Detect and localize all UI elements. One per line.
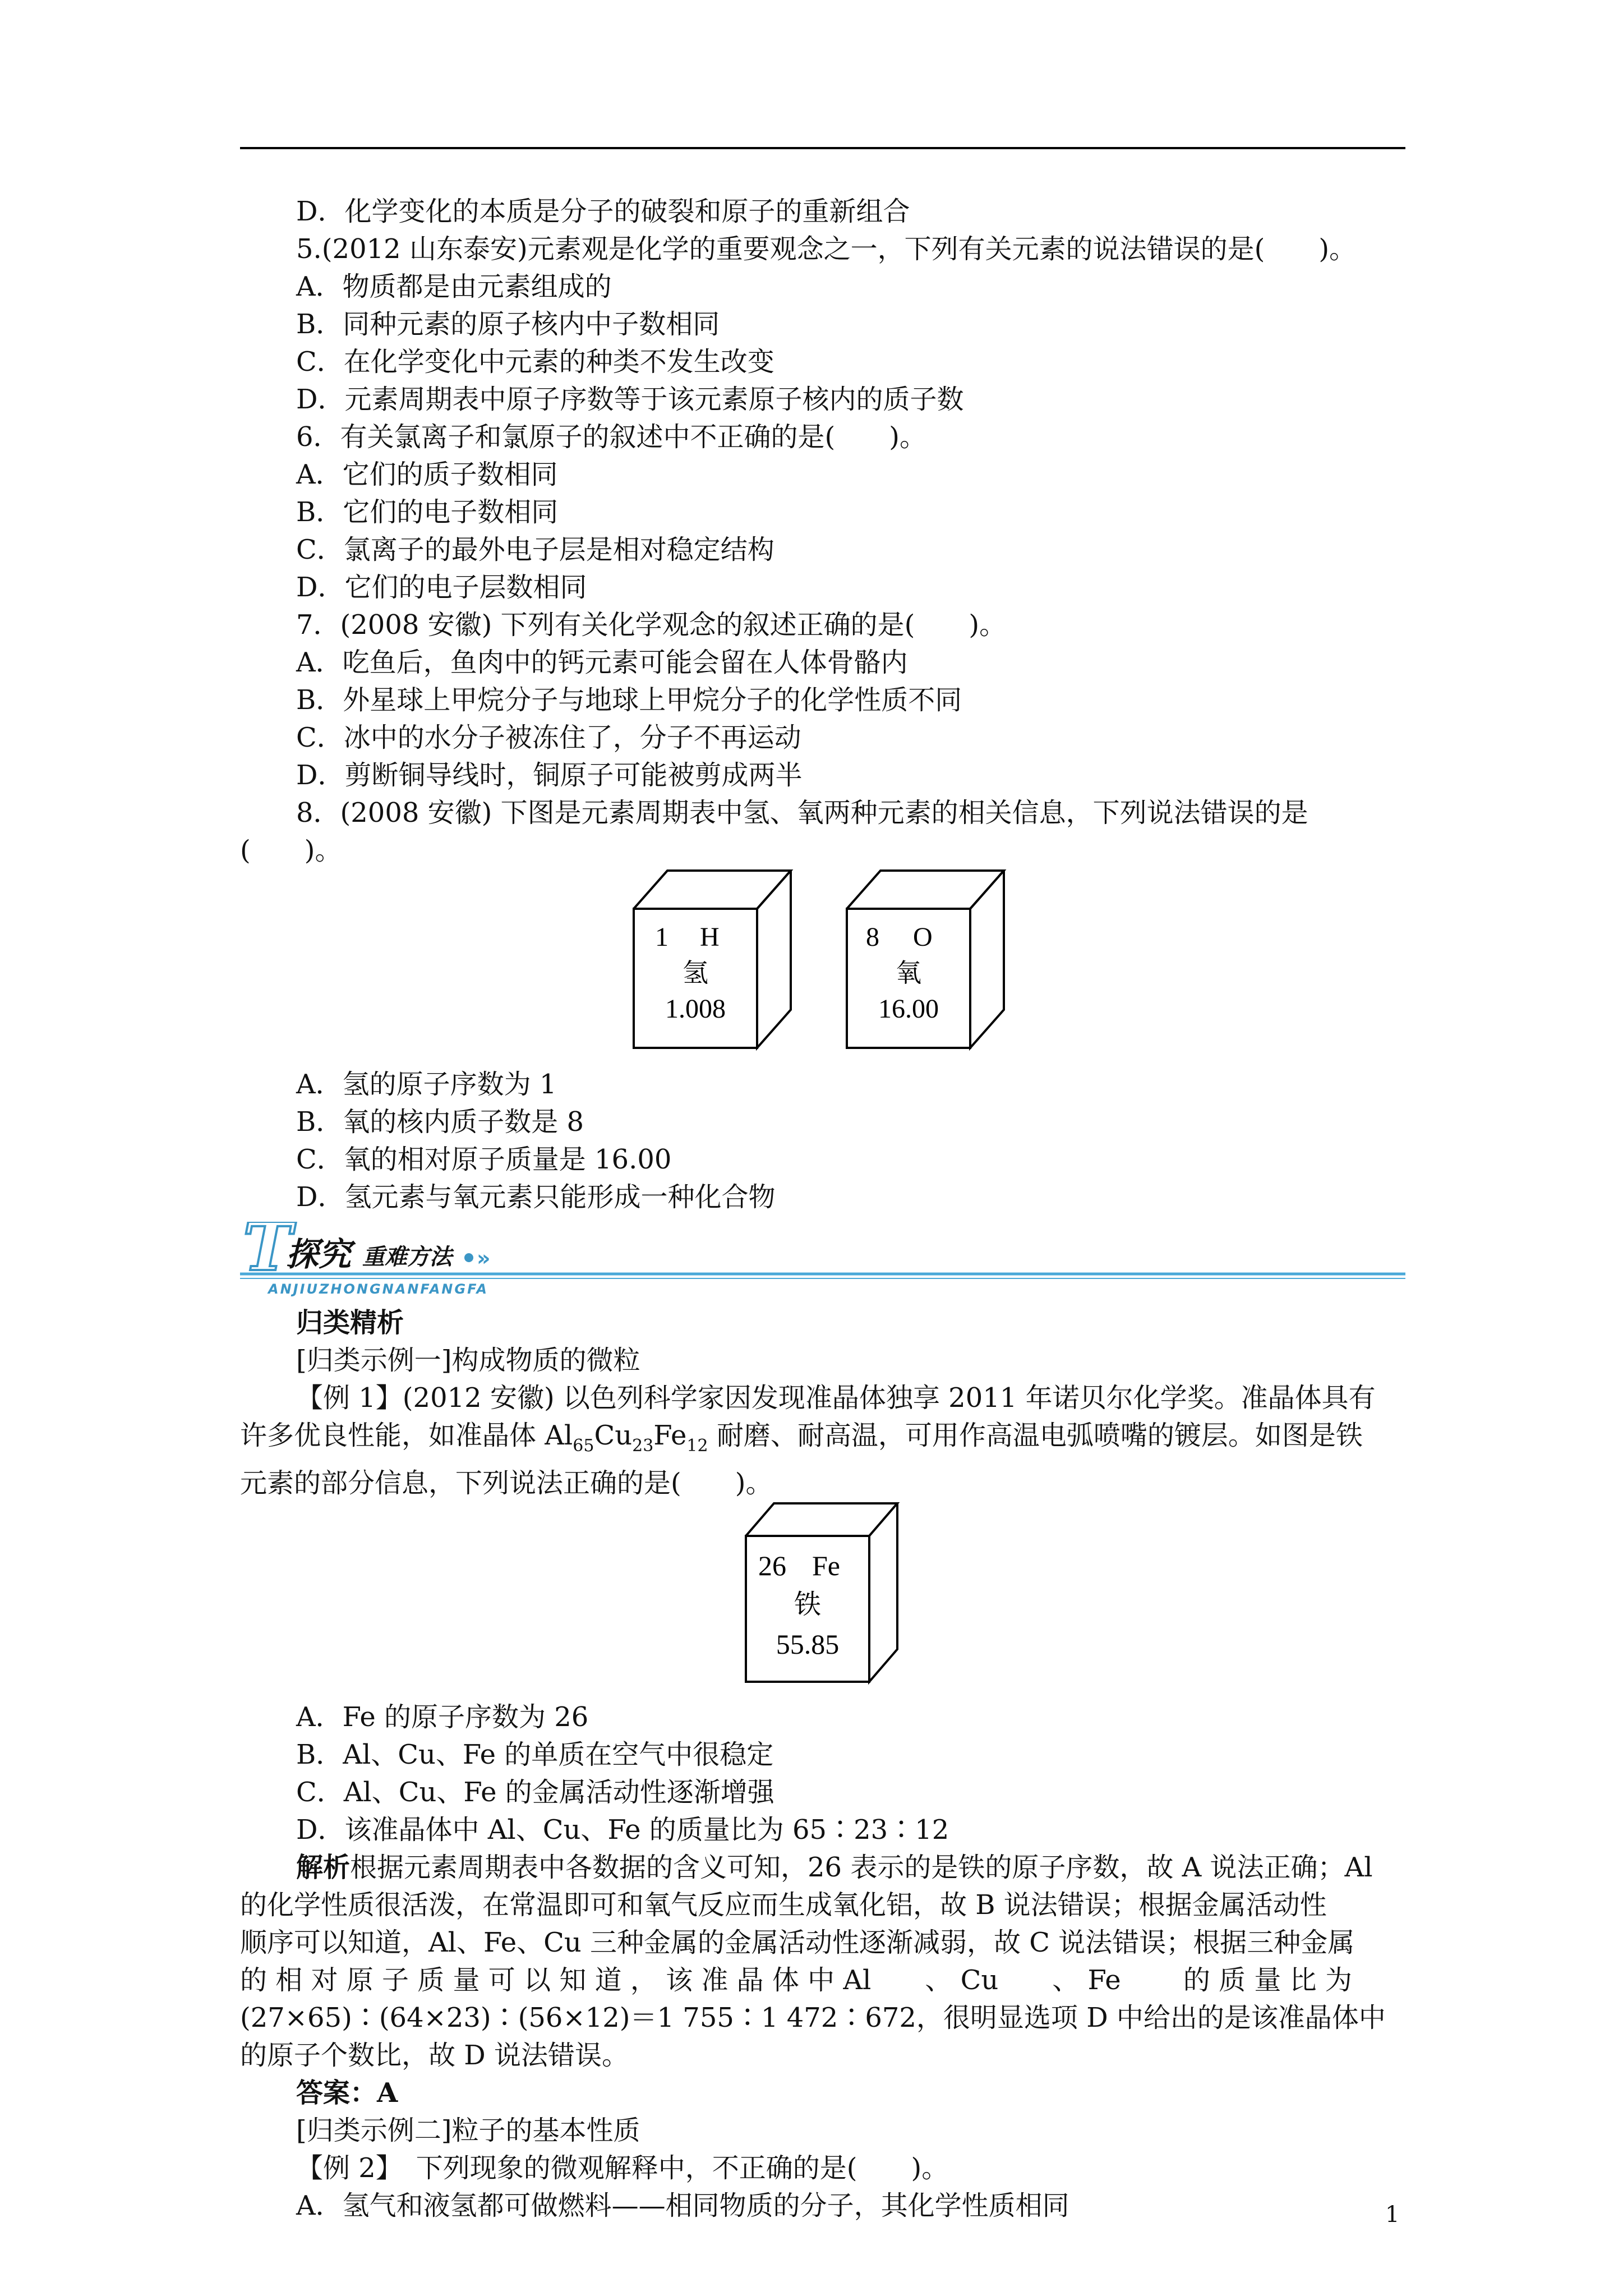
- banner-title: 探究: [286, 1235, 352, 1273]
- q8-option-b: B．氧的核内质子数是 8: [296, 1106, 584, 1138]
- section-banner: [240, 1222, 1405, 1297]
- page-number: 1: [1385, 2202, 1400, 2228]
- h-name: 氢: [683, 958, 708, 988]
- h-mass: 1.008: [665, 994, 726, 1024]
- o-name: 氧: [896, 958, 921, 988]
- fe-symbol: Fe: [812, 1550, 840, 1581]
- q8-stem: 8．(2008 安徽) 下图是元素周期表中氢、氧两种元素的相关信息，下列说法错误的是: [296, 797, 1308, 829]
- example2-category: [归类示例二]粒子的基本性质: [296, 2115, 640, 2146]
- example1-analysis-line4: 的 相 对 原 子 质 量 可 以 知 道 ， 该 准 晶 体 中 Al 、 Cu 、 Fe 的 质 量 比 为: [240, 1964, 1352, 1996]
- q5-stem: 5.(2012 山东泰安)元素观是化学的重要观念之一，下列有关元素的说法错误的是( )。: [296, 233, 1357, 265]
- q6-option-d: D．它们的电子层数相同: [296, 572, 587, 603]
- example1-analysis-line5: (27×65)∶(64×23)∶(56×12)＝1 755∶1 472∶672，很明显选项 D 中给出的是该准晶体中: [240, 2002, 1386, 2033]
- q6-option-b: B．它们的电子数相同: [296, 496, 559, 528]
- q5-option-a: A．物质都是由元素组成的: [296, 271, 612, 302]
- q4-option-d: D．化学变化的本质是分子的破裂和原子的重新组合: [296, 196, 910, 227]
- element-figure-fe: [240, 1502, 1405, 1699]
- o-atomic-number: 8: [866, 922, 879, 952]
- oxygen-element-box: [846, 869, 1059, 1060]
- fe-atomic-number: 26: [758, 1550, 786, 1581]
- q6-option-c: C．氯离子的最外电子层是相对稳定结构: [296, 534, 774, 565]
- example1-analysis-line3: 顺序可以知道，Al、Fe、Cu 三种金属的金属活动性逐渐减弱，故 C 说法错误；根据三种金属: [240, 1927, 1355, 1958]
- q7-stem: 7．(2008 安徽) 下列有关化学观念的叙述正确的是( )。: [296, 609, 1007, 641]
- banner-arrow-icon: »: [477, 1246, 491, 1271]
- example1-option-c: C．Al、Cu、Fe 的金属活动性逐渐增强: [296, 1777, 774, 1808]
- example1-analysis-line1: 解析根据元素周期表中各数据的含义可知，26 表示的是铁的原子序数，故 A 说法正确；Al: [296, 1852, 1373, 1883]
- h-atomic-number: 1: [655, 922, 668, 952]
- fe-mass: 55.85: [776, 1628, 840, 1660]
- banner-pinyin: ANJIUZHONGNANFANGFA: [268, 1281, 488, 1297]
- q8-stem-continued: ( )。: [240, 835, 342, 866]
- q5-option-d: D．元素周期表中原子序数等于该元素原子核内的质子数: [296, 384, 964, 415]
- example1-stem-line1: 【例 1】(2012 安徽) 以色列科学家因发现准晶体独享 2011 年诺贝尔化学奖。准晶体具有: [296, 1382, 1376, 1414]
- section-banner-graphic: [240, 1222, 1405, 1297]
- q7-option-b: B．外星球上甲烷分子与地球上甲烷分子的化学性质不同: [296, 684, 962, 716]
- q8-option-c: C．氧的相对原子质量是 16.00: [296, 1144, 672, 1175]
- banner-letter: T: [243, 1222, 292, 1286]
- o-symbol: O: [913, 922, 933, 952]
- example2-option-a: A．氢气和液氢都可做燃料——相同物质的分子，其化学性质相同: [296, 2190, 1069, 2221]
- example1-option-b: B．Al、Cu、Fe 的单质在空气中很稳定: [296, 1739, 774, 1770]
- example1-stem-line3: 元素的部分信息，下列说法正确的是( )。: [240, 1467, 773, 1499]
- q8-option-a: A．氢的原子序数为 1: [296, 1069, 557, 1100]
- analysis-label: 解析: [296, 1852, 351, 1883]
- example1-option-d: D．该准晶体中 Al、Cu、Fe 的质量比为 65∶23∶12: [296, 1814, 949, 1846]
- h-symbol: H: [700, 922, 720, 952]
- iron-element-box: [745, 1502, 924, 1693]
- example1-option-a: A．Fe 的原子序数为 26: [296, 1701, 589, 1733]
- banner-subtitle: 重难方法: [362, 1244, 452, 1270]
- banner-dot-icon: [464, 1253, 473, 1262]
- example1-analysis-line6: 的原子个数比，故 D 说法错误。: [240, 2040, 629, 2071]
- example1-answer: 答案：A: [296, 2077, 398, 2109]
- example1-category: [归类示例一]构成物质的微粒: [296, 1345, 640, 1376]
- page-content: [240, 193, 1405, 2225]
- q8-option-d: D．氢元素与氧元素只能形成一种化合物: [296, 1181, 776, 1213]
- q7-option-a: A．吃鱼后，鱼肉中的钙元素可能会留在人体骨骼内: [296, 647, 908, 678]
- section-heading: 归类精析: [296, 1307, 404, 1338]
- o-mass: 16.00: [878, 994, 939, 1024]
- hydrogen-element-box: [633, 869, 846, 1060]
- q7-option-c: C．冰中的水分子被冻住了，分子不再运动: [296, 722, 801, 753]
- q6-stem: 6．有关氯离子和氯原子的叙述中不正确的是( )。: [296, 421, 926, 453]
- q5-option-c: C．在化学变化中元素的种类不发生改变: [296, 346, 774, 378]
- q7-option-d: D．剪断铜导线时，铜原子可能被剪成两半: [296, 760, 803, 791]
- element-figure-h-o: [240, 869, 1405, 1066]
- example1-analysis-line2: 的化学性质很活泼，在常温即可和氧气反应而生成氧化铝，故 B 说法错误；根据金属活动性: [240, 1889, 1327, 1921]
- q5-option-b: B．同种元素的原子核内中子数相同: [296, 309, 720, 340]
- example2-stem: 【例 2】 下列现象的微观解释中，不正确的是( )。: [296, 2152, 949, 2184]
- fe-name: 铁: [794, 1589, 822, 1620]
- example1-stem-line2: 许多优良性能，如准晶体 $Al_{65}Cu_{23}Fe_{12}$ 耐磨、耐高温，可用作高温电弧喷嘴的镀层。如图是铁: [240, 1420, 1363, 1456]
- q6-option-a: A．它们的质子数相同: [296, 459, 558, 490]
- header-rule: [240, 147, 1405, 149]
